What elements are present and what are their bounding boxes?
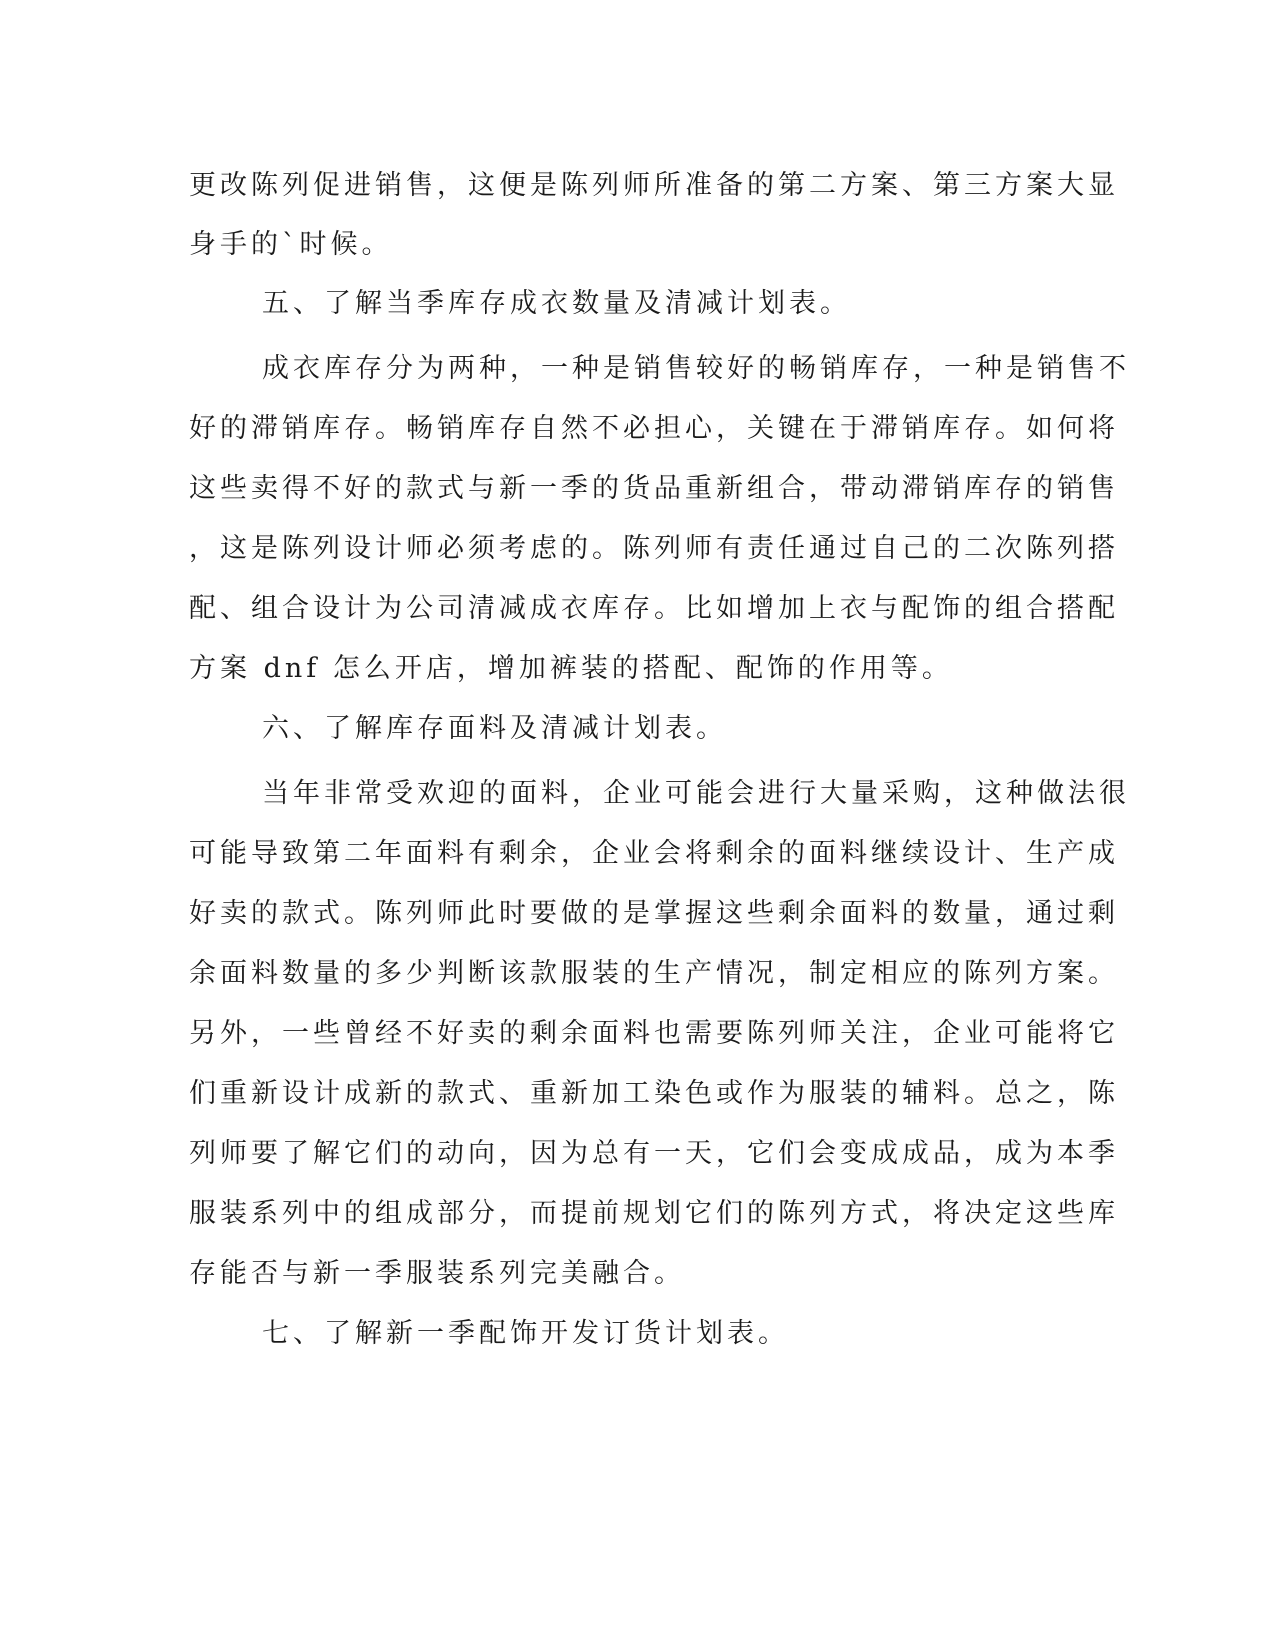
text-line: 另外，一些曾经不好卖的剩余面料也需要陈列师关注，企业可能将它	[189, 1018, 1119, 1049]
text-line: 配、组合设计为公司清减成衣库存。比如增加上衣与配饰的组合搭配	[189, 593, 1119, 624]
text-line: 可能导致第二年面料有剩余，企业会将剩余的面料继续设计、生产成	[189, 838, 1119, 869]
section-heading: 六、了解库存面料及清减计划表。	[262, 713, 727, 744]
text-line: ，这是陈列设计师必须考虑的。陈列师有责任通过自己的二次陈列搭	[189, 533, 1119, 564]
text-line: 这些卖得不好的款式与新一季的货品重新组合，带动滞销库存的销售	[189, 473, 1119, 504]
text-line: 好的滞销库存。畅销库存自然不必担心，关键在于滞销库存。如何将	[189, 413, 1119, 444]
text-line: 余面料数量的多少判断该款服装的生产情况，制定相应的陈列方案。	[189, 958, 1119, 989]
text-line: 服装系列中的组成部分，而提前规划它们的陈列方式，将决定这些库	[189, 1198, 1119, 1229]
text-line: 成衣库存分为两种，一种是销售较好的畅销库存，一种是销售不	[262, 353, 1130, 384]
text-line: 好卖的款式。陈列师此时要做的是掌握这些剩余面料的数量，通过剩	[189, 898, 1119, 929]
text-line: 当年非常受欢迎的面料，企业可能会进行大量采购，这种做法很	[262, 778, 1130, 809]
section-heading: 五、了解当季库存成衣数量及清减计划表。	[262, 288, 851, 319]
text-line: 存能否与新一季服装系列完美融合。	[189, 1258, 685, 1289]
text-line: 更改陈列促进销售，这便是陈列师所准备的第二方案、第三方案大显	[189, 170, 1119, 201]
text-line: 方案 dnf 怎么开店，增加裤装的搭配、配饰的作用等。	[189, 653, 953, 684]
section-heading: 七、了解新一季配饰开发订货计划表。	[262, 1318, 789, 1349]
text-line: 列师要了解它们的动向，因为总有一天，它们会变成成品，成为本季	[189, 1138, 1119, 1169]
text-line: 们重新设计成新的款式、重新加工染色或作为服装的辅料。总之，陈	[189, 1078, 1119, 1109]
text-line: 身手的`时候。	[189, 229, 393, 260]
